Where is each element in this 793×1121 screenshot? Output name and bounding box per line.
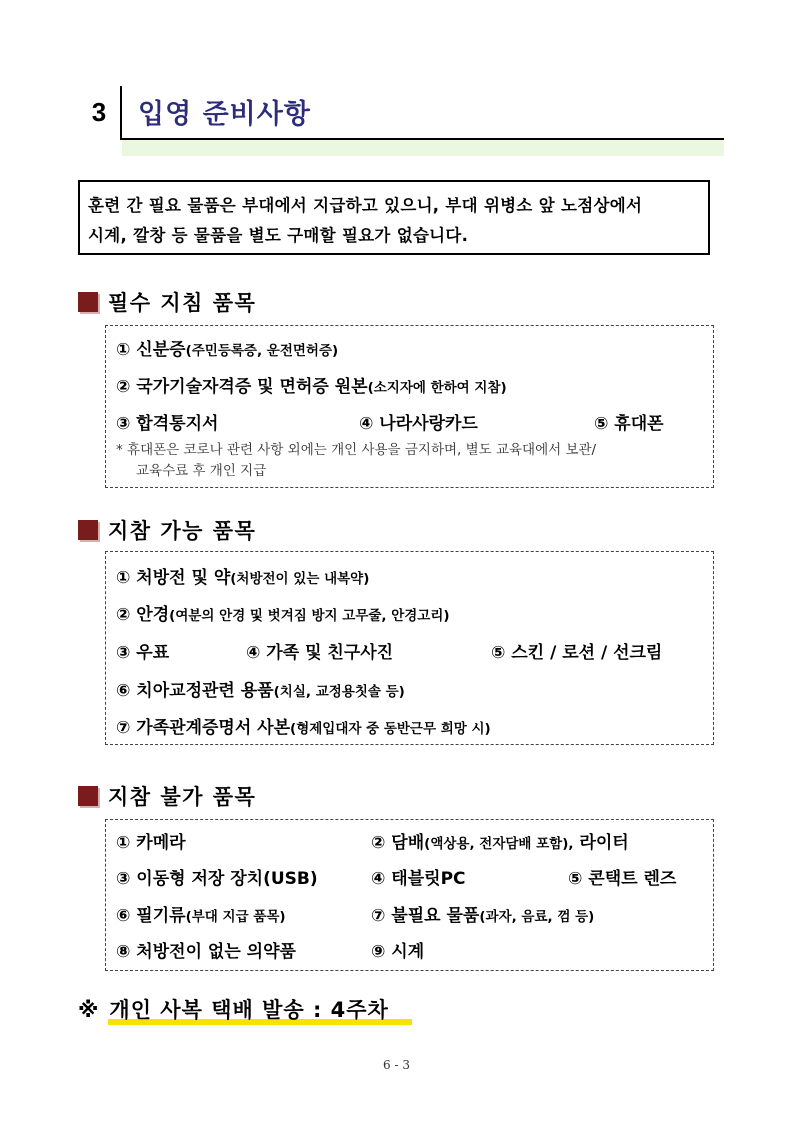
prohibited-item-6	[116, 901, 286, 926]
required-note-line-2: 교육수료 후 개인 지급	[136, 463, 267, 479]
allowed-item-7-label: ⑦ 가족관계증명서 사본	[116, 718, 291, 738]
required-item-2-label: ② 국가기술자격증 및 면허증 원본	[116, 377, 368, 397]
prohibited-item-2-tail: 라이터	[573, 833, 629, 853]
allowed-item-2-note: (여분의 안경 및 벗겨짐 방지 고무줄, 안경고리)	[169, 608, 450, 624]
prohibited-item-7-note: (과자, 음료, 껌 등)	[479, 909, 595, 925]
required-heading: 필수 지침 품목	[108, 291, 257, 315]
prohibited-item-5: ⑤ 콘택트 렌즈	[568, 869, 677, 889]
prohibited-item-1: ① 카메라	[116, 833, 186, 853]
prohibited-item-2	[371, 828, 629, 853]
allowed-items-box	[105, 551, 714, 745]
required-item-5: ⑤ 휴대폰	[594, 414, 664, 434]
required-item-1	[116, 335, 338, 360]
allowed-item-1	[116, 563, 369, 588]
required-item-3: ③ 합격통지서	[116, 414, 219, 434]
notice-box	[78, 180, 710, 255]
required-note-line-1: * 휴대폰은 코로나 관련 사항 외에는 개인 사용을 금지하며, 별도 교육대에서 보관/	[116, 442, 597, 458]
required-items-box	[105, 325, 714, 488]
section-divider-vertical	[120, 86, 122, 140]
allowed-item-1-label: ① 처방전 및 약	[116, 568, 231, 588]
prohibited-item-8: ⑧ 처방전이 없는 의약품	[116, 942, 296, 962]
allowed-item-2-label: ② 안경	[116, 605, 170, 625]
prohibited-item-6-note: (부대 지급 품목)	[185, 909, 286, 925]
allowed-item-2	[116, 600, 450, 625]
prohibited-item-9: ⑨ 시계	[371, 942, 425, 962]
allowed-item-4: ④ 가족 및 친구사진	[246, 643, 394, 663]
section-number: 3	[91, 96, 107, 127]
required-item-2	[116, 372, 507, 397]
allowed-item-7-note: (형제입대자 중 동반근무 희망 시)	[290, 721, 491, 737]
allowed-heading: 지참 가능 품목	[108, 519, 257, 543]
allowed-item-5: ⑤ 스킨 / 로션 / 선크림	[491, 643, 663, 663]
prohibited-item-3: ③ 이동형 저장 장치(USB)	[116, 869, 318, 889]
notice-line-2: 시계, 깔창 등 물품을 별도 구매할 필요가 없습니다.	[88, 226, 469, 245]
required-item-2-note: (소지자에 한하여 지참)	[367, 380, 507, 396]
required-item-1-label: ① 신분증	[116, 340, 186, 360]
section-title-underlay	[122, 140, 724, 156]
allowed-item-6-note: (치실, 교정용칫솔 등)	[273, 684, 405, 700]
allowed-heading-row	[78, 517, 256, 543]
prohibited-item-6-label: ⑥ 필기류	[116, 906, 186, 926]
prohibited-heading: 지참 불가 품목	[108, 785, 257, 809]
page-number: 6 - 3	[383, 1058, 410, 1072]
delivery-note	[78, 994, 389, 1024]
delivery-text: 개인 사복 택배 발송 : 4주차	[109, 998, 389, 1022]
notice-line-1: 훈련 간 필요 물품은 부대에서 지급하고 있으니, 부대 위병소 앞 노점상에서	[88, 196, 643, 215]
required-item-1-note: (주민등록증, 운전면허증)	[185, 343, 339, 359]
prohibited-item-2-note: (액상용, 전자담배 포함),	[424, 836, 574, 852]
required-heading-row	[78, 289, 256, 315]
square-bullet-icon	[78, 292, 98, 312]
prohibited-heading-row	[78, 783, 256, 809]
prohibited-item-2-label: ② 담배	[371, 833, 425, 853]
allowed-item-3: ③ 우표	[116, 643, 170, 663]
square-bullet-icon	[78, 520, 98, 540]
prohibited-items-box	[105, 819, 714, 971]
section-title: 입영 준비사항	[138, 99, 311, 130]
reference-mark: ※	[78, 998, 100, 1022]
allowed-item-6-label: ⑥ 치아교정관련 용품	[116, 681, 274, 701]
square-bullet-icon	[78, 786, 98, 806]
allowed-item-7	[116, 713, 491, 738]
required-item-4: ④ 나라사랑카드	[359, 414, 478, 434]
prohibited-item-4: ④ 태블릿PC	[371, 869, 466, 889]
prohibited-item-7	[371, 901, 594, 926]
allowed-item-6	[116, 676, 405, 701]
prohibited-item-7-label: ⑦ 불필요 물품	[371, 906, 480, 926]
allowed-item-1-note: (처방전이 있는 내복약)	[230, 571, 370, 587]
